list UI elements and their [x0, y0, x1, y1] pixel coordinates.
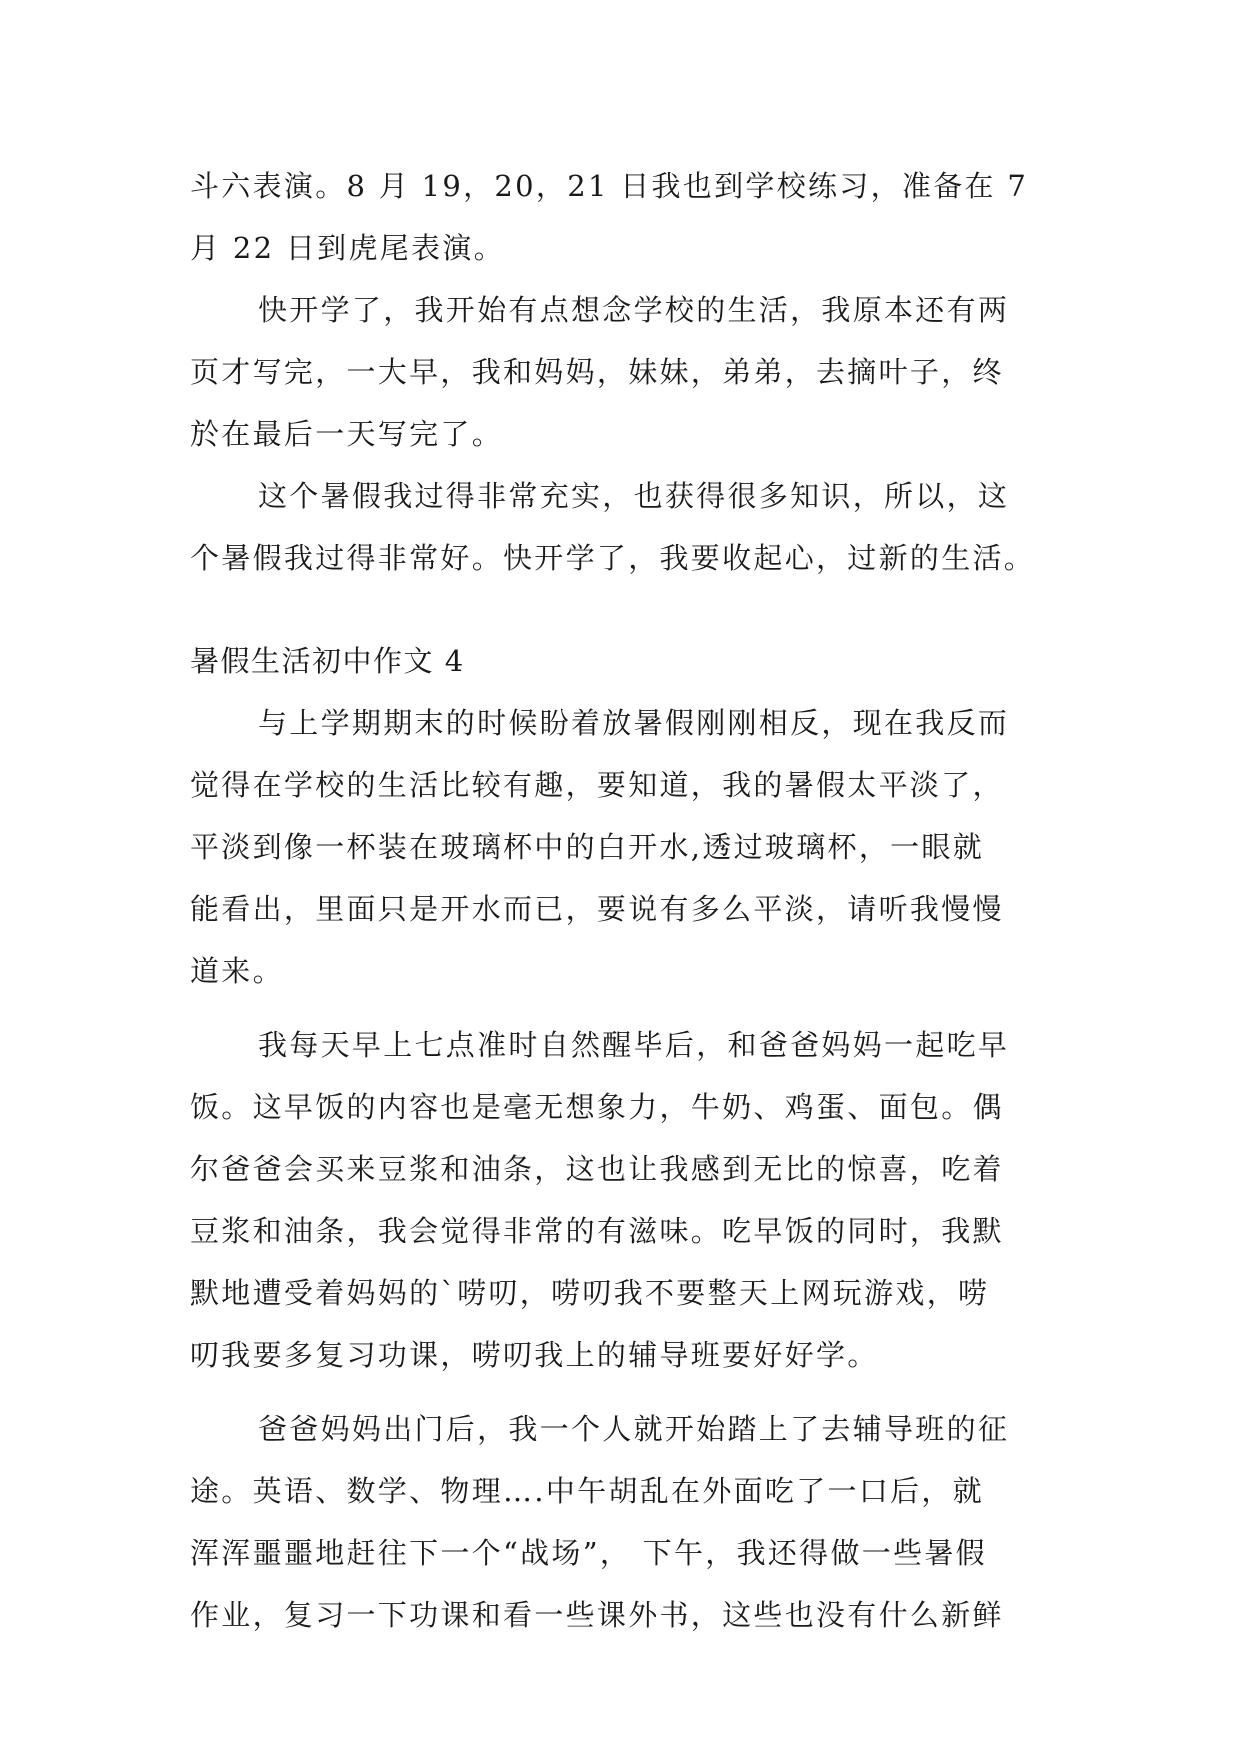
paragraph-start: 快开学了，我开始有点想念学校的生活，我原本还有两 — [258, 293, 1010, 327]
paragraph-start: 与上学期期末的时候盼着放暑假刚刚相反，现在我反而 — [258, 706, 1010, 740]
text-line: 豆浆和油条，我会觉得非常的有滋味。吃早饭的同时，我默 — [190, 1214, 1004, 1248]
text-line: 觉得在学校的生活比较有趣，要知道，我的暑假太平淡了， — [190, 768, 1004, 802]
text-line: 斗六表演。8 月 19，20，21 日我也到学校练习，准备在 7 — [190, 169, 1029, 203]
text-line: 途。英语、数学、物理….中午胡乱在外面吃了一口后，就 — [190, 1474, 985, 1508]
text-line: 作业，复习一下功课和看一些课外书，这些也没有什么新鲜 — [190, 1598, 1004, 1632]
paragraph-start: 爸爸妈妈出门后，我一个人就开始踏上了去辅导班的征 — [258, 1412, 1010, 1446]
text-line: 叨我要多复习功课，唠叨我上的辅导班要好好学。 — [190, 1338, 879, 1372]
text-line: 月 22 日到虎尾表演。 — [190, 231, 505, 265]
text-line: 浑浑噩噩地赶往下一个“战场”， 下午，我还得做一些暑假 — [190, 1536, 987, 1570]
text-line: 於在最后一天写完了。 — [190, 417, 504, 451]
text-line: 尔爸爸会买来豆浆和油条，这也让我感到无比的惊喜，吃着 — [190, 1152, 1004, 1186]
paragraph-start: 我每天早上七点准时自然醒毕后，和爸爸妈妈一起吃早 — [258, 1028, 1010, 1062]
text-line: 能看出，里面只是开水而已，要说有多么平淡，请听我慢慢 — [190, 892, 1004, 926]
section-heading: 暑假生活初中作文 4 — [190, 644, 465, 678]
paragraph-start: 这个暑假我过得非常充实，也获得很多知识，所以，这 — [258, 479, 1010, 513]
text-line: 个暑假我过得非常好。快开学了，我要收起心，过新的生活。 — [190, 541, 1036, 575]
text-line: 饭。这早饭的内容也是毫无想象力，牛奶、鸡蛋、面包。偶 — [190, 1090, 1004, 1124]
text-line: 道来。 — [190, 954, 284, 988]
text-line: 平淡到像一杯装在玻璃杯中的白开水,透过玻璃杯，一眼就 — [190, 830, 985, 864]
text-line: 页才写完，一大早，我和妈妈，妹妹，弟弟，去摘叶子，终 — [190, 355, 1004, 389]
text-line: 默地遭受着妈妈的`唠叨，唠叨我不要整天上网玩游戏，唠 — [190, 1276, 990, 1310]
